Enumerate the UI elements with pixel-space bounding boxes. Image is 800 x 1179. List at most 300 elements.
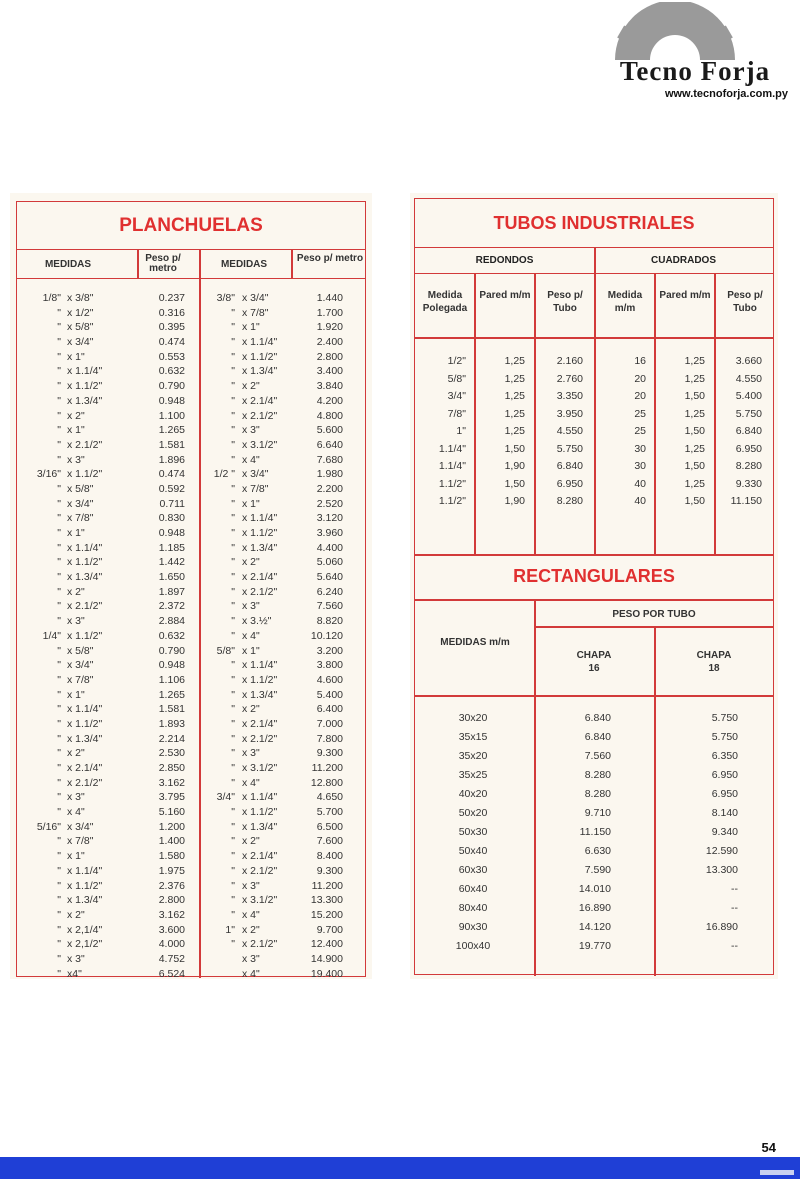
planchuelas-row-cell: x 2.1/4" xyxy=(67,762,103,774)
planchuelas-row-cell: x 1.1/2" xyxy=(67,380,103,393)
planchuelas-row-cell: x 1.3/4" xyxy=(67,732,103,745)
planchuelas-row-cell: " xyxy=(57,850,61,863)
planchuelas-row-cell: x 3" xyxy=(242,879,260,892)
planchuelas-row xyxy=(17,733,365,748)
tubos-row-cell: 1.1/4" xyxy=(438,442,466,455)
planchuelas-row-cell: 1.265 xyxy=(158,424,185,437)
planchuelas-row-cell: " xyxy=(57,306,61,319)
planchuelas-row-cell: x 1.3/4" xyxy=(67,571,103,584)
planchuelas-row xyxy=(17,909,365,924)
tubos-row-cell: 1,90 xyxy=(504,460,525,472)
peso-por-tubo-header: PESO POR TUBO xyxy=(612,609,696,620)
planchuelas-row-cell: 12.400 xyxy=(310,938,343,951)
rectangulares-row-cell: 6.840 xyxy=(584,731,611,743)
tubos-row-cell: 20 xyxy=(634,390,646,402)
planchuelas-row-cell: " xyxy=(57,350,61,363)
rectangulares-row-cell: 6.840 xyxy=(584,712,611,724)
planchuelas-row-cell: " xyxy=(231,820,235,833)
planchuelas-row-cell: " xyxy=(231,938,235,951)
rectangulares-row-cell: 14.010 xyxy=(578,883,611,895)
planchuelas-row xyxy=(17,718,365,733)
planchuelas-row-cell: x 1.1/2" xyxy=(242,806,278,819)
planchuelas-row-cell: " xyxy=(57,894,61,907)
planchuelas-row-cell: x 3/4" xyxy=(67,497,94,510)
planchuelas-row-cell: 7.680 xyxy=(316,453,343,466)
rectangulares-row-cell: 8.280 xyxy=(584,769,611,781)
planchuelas-row-cell: x 2.1/4" xyxy=(242,394,278,407)
rectangulares-row-cell: 9.340 xyxy=(711,826,738,838)
divider xyxy=(137,250,139,279)
planchuelas-row-cell: 0.316 xyxy=(158,306,185,319)
planchuelas-row-cell: 7.600 xyxy=(316,835,343,848)
planchuelas-row-cell: 1.265 xyxy=(158,688,185,701)
planchuelas-row-cell: x 2,1/2" xyxy=(67,938,103,951)
planchuelas-row-cell: x 3" xyxy=(242,424,260,437)
planchuelas-row-cell: " xyxy=(57,527,61,539)
planchuelas-row-cell: x 3" xyxy=(242,600,260,613)
planchuelas-row-cell: " xyxy=(231,908,235,921)
tubos-row xyxy=(415,460,773,478)
planchuelas-row-cell: x 1.1/2" xyxy=(242,527,278,539)
planchuelas-row-cell: 5.600 xyxy=(316,424,343,437)
planchuelas-row-cell: 3.960 xyxy=(316,527,343,539)
header-chapa-16: CHAPA 16 xyxy=(576,650,612,674)
planchuelas-row-cell: 5/16" xyxy=(36,820,61,833)
rectangulares-row-cell: 50x40 xyxy=(458,845,488,857)
planchuelas-row-cell: x 3/8" xyxy=(67,292,94,304)
planchuelas-row-cell: 3.400 xyxy=(316,365,343,378)
planchuelas-row-cell: x 2" xyxy=(67,409,85,422)
rectangulares-row-cell: 8.140 xyxy=(711,807,738,819)
tubos-row-cell: 1,50 xyxy=(504,477,525,490)
planchuelas-row-cell: 0.948 xyxy=(158,394,185,407)
planchuelas-row-cell: " xyxy=(231,673,235,686)
planchuelas-row-cell: 1.893 xyxy=(158,717,185,730)
planchuelas-row-cell: " xyxy=(231,762,235,774)
planchuelas-row-cell: x 3.½" xyxy=(242,615,272,628)
rectangulares-row xyxy=(415,940,773,959)
planchuelas-row-cell: 1.400 xyxy=(158,835,185,848)
footer-bar xyxy=(0,1157,800,1179)
tubos-row-cell: 1,25 xyxy=(504,407,525,420)
planchuelas-row-cell: " xyxy=(57,321,61,334)
planchuelas-row-cell: 0.553 xyxy=(158,350,185,363)
planchuelas-row-cell: x 1" xyxy=(67,424,85,437)
planchuelas-row-cell: " xyxy=(57,732,61,745)
planchuelas-row-cell: x 1.1/2" xyxy=(67,468,103,481)
tubos-row xyxy=(415,443,773,461)
planchuelas-row-cell: " xyxy=(231,365,235,378)
tubos-row-cell: 11.150 xyxy=(730,495,762,507)
tubos-row-cell: 25 xyxy=(634,407,646,420)
planchuelas-row-cell: " xyxy=(57,688,61,701)
planchuelas-row-cell: " xyxy=(231,527,235,539)
planchuelas-row-cell: x 1" xyxy=(67,688,85,701)
planchuelas-row-cell: 2.214 xyxy=(158,732,185,745)
planchuelas-row-cell: x 2.1/2" xyxy=(242,409,278,422)
rectangulares-row-cell: 7.560 xyxy=(584,750,611,762)
planchuelas-row-cell: " xyxy=(231,835,235,848)
planchuelas-row-cell: x 5/8" xyxy=(67,644,94,657)
planchuelas-row-cell: 1.897 xyxy=(158,585,185,598)
planchuelas-row xyxy=(17,865,365,880)
planchuelas-row-cell: x 1.1/2" xyxy=(67,879,103,892)
rectangulares-row xyxy=(415,712,773,731)
planchuelas-row-cell: x 4" xyxy=(67,806,85,819)
planchuelas-row-cell: 6.400 xyxy=(316,703,343,716)
planchuelas-row xyxy=(17,703,365,718)
rectangulares-row-cell: 5.750 xyxy=(711,731,738,743)
planchuelas-row-cell: x 1" xyxy=(67,850,85,863)
rectangulares-row-cell: 13.300 xyxy=(705,864,738,876)
planchuelas-row-cell: " xyxy=(231,615,235,628)
planchuelas-header-row xyxy=(17,250,365,279)
planchuelas-row-cell: " xyxy=(57,497,61,510)
planchuelas-row xyxy=(17,938,365,953)
planchuelas-row-cell: x 2" xyxy=(242,380,260,393)
planchuelas-row-cell: 15.200 xyxy=(310,908,343,921)
planchuelas-row-cell: 1.100 xyxy=(158,409,185,422)
tubos-row-cell: 8.280 xyxy=(556,495,583,507)
planchuelas-row-cell: 5.400 xyxy=(316,688,343,701)
planchuelas-row xyxy=(17,556,365,571)
planchuelas-row-cell: " xyxy=(231,556,235,569)
planchuelas-row-cell: 2.200 xyxy=(316,482,343,495)
tubos-row-cell: 1,25 xyxy=(504,372,525,385)
planchuelas-row-cell: x 3.1/2" xyxy=(242,762,278,774)
planchuelas-row-cell: 5.160 xyxy=(158,806,185,819)
tubos-row-cell: 1.1/2" xyxy=(438,477,466,490)
rectangulares-row-cell: 35x20 xyxy=(458,750,488,762)
header-medidas-2: MEDIDAS xyxy=(220,259,268,270)
planchuelas-row-cell: x 1.1/2" xyxy=(67,629,103,642)
planchuelas-row xyxy=(17,968,365,983)
planchuelas-row xyxy=(17,380,365,395)
planchuelas-row-cell: 1.580 xyxy=(158,850,185,863)
rectangulares-title: RECTANGULARES xyxy=(513,566,675,586)
planchuelas-row-cell: " xyxy=(231,776,235,789)
header-medida-polegada: Medida Polegada xyxy=(422,290,468,314)
planchuelas-row-cell: 5.700 xyxy=(316,806,343,819)
tubos-row-cell: 40 xyxy=(634,495,646,507)
planchuelas-row xyxy=(17,850,365,865)
planchuelas-row xyxy=(17,924,365,939)
planchuelas-row xyxy=(17,880,365,895)
planchuelas-title: PLANCHUELAS xyxy=(17,202,365,250)
planchuelas-row-cell: 2.376 xyxy=(158,879,185,892)
planchuelas-row xyxy=(17,527,365,542)
header-peso-tubo-2: Peso p/ Tubo xyxy=(727,290,763,314)
planchuelas-row-cell: 0.711 xyxy=(159,497,185,510)
planchuelas-row-cell: 0.592 xyxy=(158,482,185,495)
rectangulares-row-cell: -- xyxy=(731,940,738,952)
planchuelas-row-cell: " xyxy=(57,806,61,819)
rectangulares-row-cell: 12.590 xyxy=(705,845,738,857)
tubos-row-cell: 1,25 xyxy=(684,355,705,367)
planchuelas-row xyxy=(17,835,365,850)
planchuelas-row-cell: " xyxy=(57,747,61,760)
tubos-row-cell: 1,25 xyxy=(684,372,705,385)
planchuelas-row-cell: x 2.1/2" xyxy=(242,585,278,598)
planchuelas-row-cell: x 3.1/2" xyxy=(242,438,278,451)
planchuelas-row-cell: 7.800 xyxy=(316,732,343,745)
rectangulares-row-cell: 50x30 xyxy=(458,826,488,838)
tubos-row-cell: 1,50 xyxy=(684,390,705,402)
planchuelas-row-cell: " xyxy=(57,394,61,407)
planchuelas-row-cell: " xyxy=(231,600,235,613)
tubos-row-cell: 3.950 xyxy=(556,407,583,420)
planchuelas-row xyxy=(17,365,365,380)
planchuelas-row-cell: 4.000 xyxy=(158,938,185,951)
planchuelas-row-cell: x 2" xyxy=(242,556,260,569)
planchuelas-row-cell: " xyxy=(231,629,235,642)
planchuelas-row-cell: " xyxy=(57,673,61,686)
rectangulares-row-cell: 5.750 xyxy=(711,712,738,724)
tubos-row-cell: 25 xyxy=(634,425,646,437)
planchuelas-row-cell: 9.300 xyxy=(316,864,343,877)
planchuelas-row-cell: " xyxy=(57,762,61,774)
planchuelas-row-cell: 3.200 xyxy=(316,644,343,657)
planchuelas-row xyxy=(17,351,365,366)
tubos-row-cell: 1.1/4" xyxy=(438,460,466,472)
planchuelas-row-cell: x 3/4" xyxy=(67,336,94,349)
rectangulares-row-cell: 9.710 xyxy=(584,807,611,819)
planchuelas-row-cell: x 2.1/4" xyxy=(242,717,278,730)
planchuelas-row-cell: " xyxy=(57,541,61,554)
planchuelas-row-cell: 2.800 xyxy=(316,350,343,363)
planchuelas-row-cell: x 3" xyxy=(242,747,260,760)
website-url[interactable]: www.tecnoforja.com.py xyxy=(664,88,788,100)
planchuelas-row-cell: 2.530 xyxy=(158,747,185,760)
planchuelas-row-cell: 0.474 xyxy=(158,468,185,481)
tubos-row-cell: 2.160 xyxy=(556,355,583,367)
planchuelas-row-cell: 14.900 xyxy=(310,952,343,965)
tubos-row-cell: 6.950 xyxy=(735,442,762,455)
planchuelas-row-cell: x 2" xyxy=(67,908,85,921)
planchuelas-row-cell: " xyxy=(231,850,235,863)
tubos-row-cell: 1,25 xyxy=(504,390,525,402)
planchuelas-row-cell: 1.975 xyxy=(158,864,185,877)
planchuelas-row-cell: " xyxy=(57,600,61,613)
tubos-row-cell: 5.750 xyxy=(556,442,583,455)
planchuelas-row-cell: 6.240 xyxy=(316,585,343,598)
header-peso-1: Peso p/ metro xyxy=(145,253,181,274)
planchuelas-row xyxy=(17,571,365,586)
header-pared-1: Pared m/m xyxy=(479,290,531,301)
planchuelas-row-cell: 11.200 xyxy=(311,879,343,892)
planchuelas-row-cell: 3/8" xyxy=(216,292,235,304)
tubos-row-cell: 40 xyxy=(634,477,646,490)
planchuelas-row-cell: 0.948 xyxy=(158,527,185,539)
planchuelas-row-cell: x 7/8" xyxy=(242,306,269,319)
planchuelas-row-cell: 2.400 xyxy=(316,336,343,349)
planchuelas-row-cell: " xyxy=(57,703,61,716)
planchuelas-row-cell: " xyxy=(57,644,61,657)
planchuelas-row-cell: 0.474 xyxy=(158,336,185,349)
rectangulares-row xyxy=(415,750,773,769)
gear-icon xyxy=(610,2,740,62)
planchuelas-row-cell: x 2.1/4" xyxy=(242,850,278,863)
planchuelas-row-cell: 7.000 xyxy=(316,717,343,730)
tubos-row-cell: 5.750 xyxy=(735,407,762,420)
planchuelas-row-cell: x 1/2" xyxy=(67,306,94,319)
planchuelas-panel xyxy=(10,193,372,979)
tubos-row-cell: 16 xyxy=(634,355,646,367)
rectangulares-row-cell: 14.120 xyxy=(578,921,611,933)
planchuelas-row-cell: " xyxy=(231,717,235,730)
planchuelas-row-cell: " xyxy=(231,894,235,907)
planchuelas-row xyxy=(17,762,365,777)
planchuelas-row-cell: x 3/4" xyxy=(67,820,94,833)
tubos-table xyxy=(414,198,774,975)
rectangulares-row-cell: 60x40 xyxy=(458,883,488,895)
tubos-row xyxy=(415,390,773,408)
planchuelas-row-cell: x 2" xyxy=(67,585,85,598)
rectangulares-row xyxy=(415,769,773,788)
tubos-row-cell: 9.330 xyxy=(735,477,762,490)
planchuelas-row-cell: x 2" xyxy=(242,835,260,848)
planchuelas-row-cell: 1.106 xyxy=(158,673,185,686)
planchuelas-row-cell: 3/16" xyxy=(36,468,61,481)
planchuelas-row-cell: 3.795 xyxy=(158,791,185,804)
tubos-row xyxy=(415,373,773,391)
planchuelas-row-cell: " xyxy=(57,482,61,495)
planchuelas-row-cell: " xyxy=(231,571,235,584)
planchuelas-row-cell: 1/4" xyxy=(42,629,61,642)
rectangulares-row-cell: 80x40 xyxy=(458,902,488,914)
rectangulares-row-cell: 50x20 xyxy=(458,807,488,819)
tubos-row-cell: 6.950 xyxy=(556,477,583,490)
planchuelas-row-cell: x 1.1/4" xyxy=(67,864,103,877)
tubos-row xyxy=(415,478,773,496)
planchuelas-row-cell: 13.300 xyxy=(310,894,343,907)
planchuelas-row-cell: x 5/8" xyxy=(67,321,94,334)
rectangulares-row-cell: 35x25 xyxy=(458,769,488,781)
planchuelas-row-cell: " xyxy=(231,512,235,525)
tubos-row-cell: 1/2" xyxy=(447,355,466,367)
planchuelas-row-cell: " xyxy=(231,336,235,349)
rectangulares-row xyxy=(415,731,773,750)
planchuelas-row-cell: x 3" xyxy=(67,791,85,804)
planchuelas-row-cell: x 3" xyxy=(67,615,85,628)
planchuelas-row xyxy=(17,292,365,307)
rectangulares-row-cell: 30x20 xyxy=(458,712,488,724)
planchuelas-row-cell: x 3/4" xyxy=(242,468,269,481)
rectangulares-row-cell: -- xyxy=(731,902,738,914)
tubos-row-cell: 6.840 xyxy=(735,425,762,437)
planchuelas-row-cell: 8.820 xyxy=(316,615,343,628)
planchuelas-row-cell: " xyxy=(231,806,235,819)
planchuelas-row-cell: x 1" xyxy=(242,321,260,334)
planchuelas-row-cell: 1/2 " xyxy=(213,468,235,481)
planchuelas-row-cell: x 1.1/2" xyxy=(67,717,103,730)
rectangulares-row-cell: 16.890 xyxy=(578,902,611,914)
tubos-row-cell: 1,25 xyxy=(504,355,525,367)
planchuelas-row xyxy=(17,747,365,762)
rectangulares-row-cell: -- xyxy=(731,883,738,895)
planchuelas-row-cell: 0.790 xyxy=(158,380,185,393)
tubos-panel xyxy=(410,193,778,979)
planchuelas-row-cell: x 2,1/4" xyxy=(67,923,103,936)
planchuelas-row-cell: " xyxy=(231,409,235,422)
planchuelas-row-cell: " xyxy=(231,659,235,672)
planchuelas-row-cell: x 1.3/4" xyxy=(242,688,278,701)
planchuelas-row-cell: " xyxy=(231,497,235,510)
planchuelas-row-cell: " xyxy=(57,923,61,936)
planchuelas-row-cell: " xyxy=(57,365,61,378)
planchuelas-row-cell: x 2" xyxy=(242,703,260,716)
planchuelas-row-cell: 3.600 xyxy=(158,923,185,936)
planchuelas-row-cell: x 1" xyxy=(67,527,85,539)
planchuelas-row-cell: x 4" xyxy=(242,967,260,980)
planchuelas-row-cell: " xyxy=(57,864,61,877)
planchuelas-row-cell: " xyxy=(57,791,61,804)
planchuelas-row-cell: 1.200 xyxy=(158,820,185,833)
planchuelas-row-cell: " xyxy=(231,380,235,393)
planchuelas-row-cell: 3.800 xyxy=(316,659,343,672)
planchuelas-row-cell: 3.162 xyxy=(158,908,185,921)
planchuelas-row-cell: x 2.1/2" xyxy=(242,864,278,877)
planchuelas-row xyxy=(17,321,365,336)
planchuelas-row-cell: x 2.1/2" xyxy=(67,600,103,613)
rectangulares-row xyxy=(415,921,773,940)
planchuelas-row-cell: x4" xyxy=(67,967,82,980)
planchuelas-row-cell: x 2" xyxy=(242,923,260,936)
planchuelas-row-cell: x 3" xyxy=(67,453,85,466)
planchuelas-row-cell: x 7/8" xyxy=(242,482,269,495)
rectangulares-row-cell: 19.770 xyxy=(578,940,611,952)
planchuelas-row-cell: 10.120 xyxy=(310,629,343,642)
redondos-header: REDONDOS xyxy=(415,248,594,274)
planchuelas-row-cell: x 2.1/2" xyxy=(67,776,103,789)
planchuelas-row-cell: x 3" xyxy=(242,952,260,965)
planchuelas-row-cell: " xyxy=(231,703,235,716)
planchuelas-row-cell: 2.520 xyxy=(316,497,343,510)
planchuelas-row xyxy=(17,777,365,792)
planchuelas-row-cell: " xyxy=(57,556,61,569)
planchuelas-row-cell: 3/4" xyxy=(216,791,235,804)
rectangulares-row-cell: 40x20 xyxy=(458,788,488,800)
planchuelas-row-cell: x 1.3/4" xyxy=(67,894,103,907)
rectangulares-rows xyxy=(415,712,773,959)
rectangulares-row-cell: 16.890 xyxy=(705,921,738,933)
tubos-row-cell: 5/8" xyxy=(447,372,466,385)
planchuelas-row-cell: 1.920 xyxy=(316,321,343,334)
planchuelas-row-cell: " xyxy=(231,879,235,892)
planchuelas-row-cell: x 4" xyxy=(242,629,260,642)
tubos-row-cell: 1,25 xyxy=(504,425,525,437)
planchuelas-row-cell: 8.400 xyxy=(316,850,343,863)
rectangulares-row xyxy=(415,788,773,807)
planchuelas-row xyxy=(17,821,365,836)
planchuelas-row-cell: x 1.1/2" xyxy=(242,673,278,686)
planchuelas-row xyxy=(17,439,365,454)
planchuelas-row-cell: x 4" xyxy=(242,908,260,921)
planchuelas-row-cell: " xyxy=(231,394,235,407)
planchuelas-row xyxy=(17,454,365,469)
planchuelas-row-cell: 19.400 xyxy=(310,967,343,980)
planchuelas-row xyxy=(17,307,365,322)
planchuelas-row-cell: x 3/4" xyxy=(67,659,94,672)
planchuelas-row-cell: 1.980 xyxy=(316,468,343,481)
planchuelas-row-cell: 1.442 xyxy=(158,556,185,569)
planchuelas-row-cell: x 1" xyxy=(242,644,260,657)
planchuelas-row xyxy=(17,542,365,557)
planchuelas-row-cell: " xyxy=(57,453,61,466)
planchuelas-row-cell: 2.884 xyxy=(158,615,185,628)
divider xyxy=(654,626,656,695)
planchuelas-row-cell: " xyxy=(57,717,61,730)
